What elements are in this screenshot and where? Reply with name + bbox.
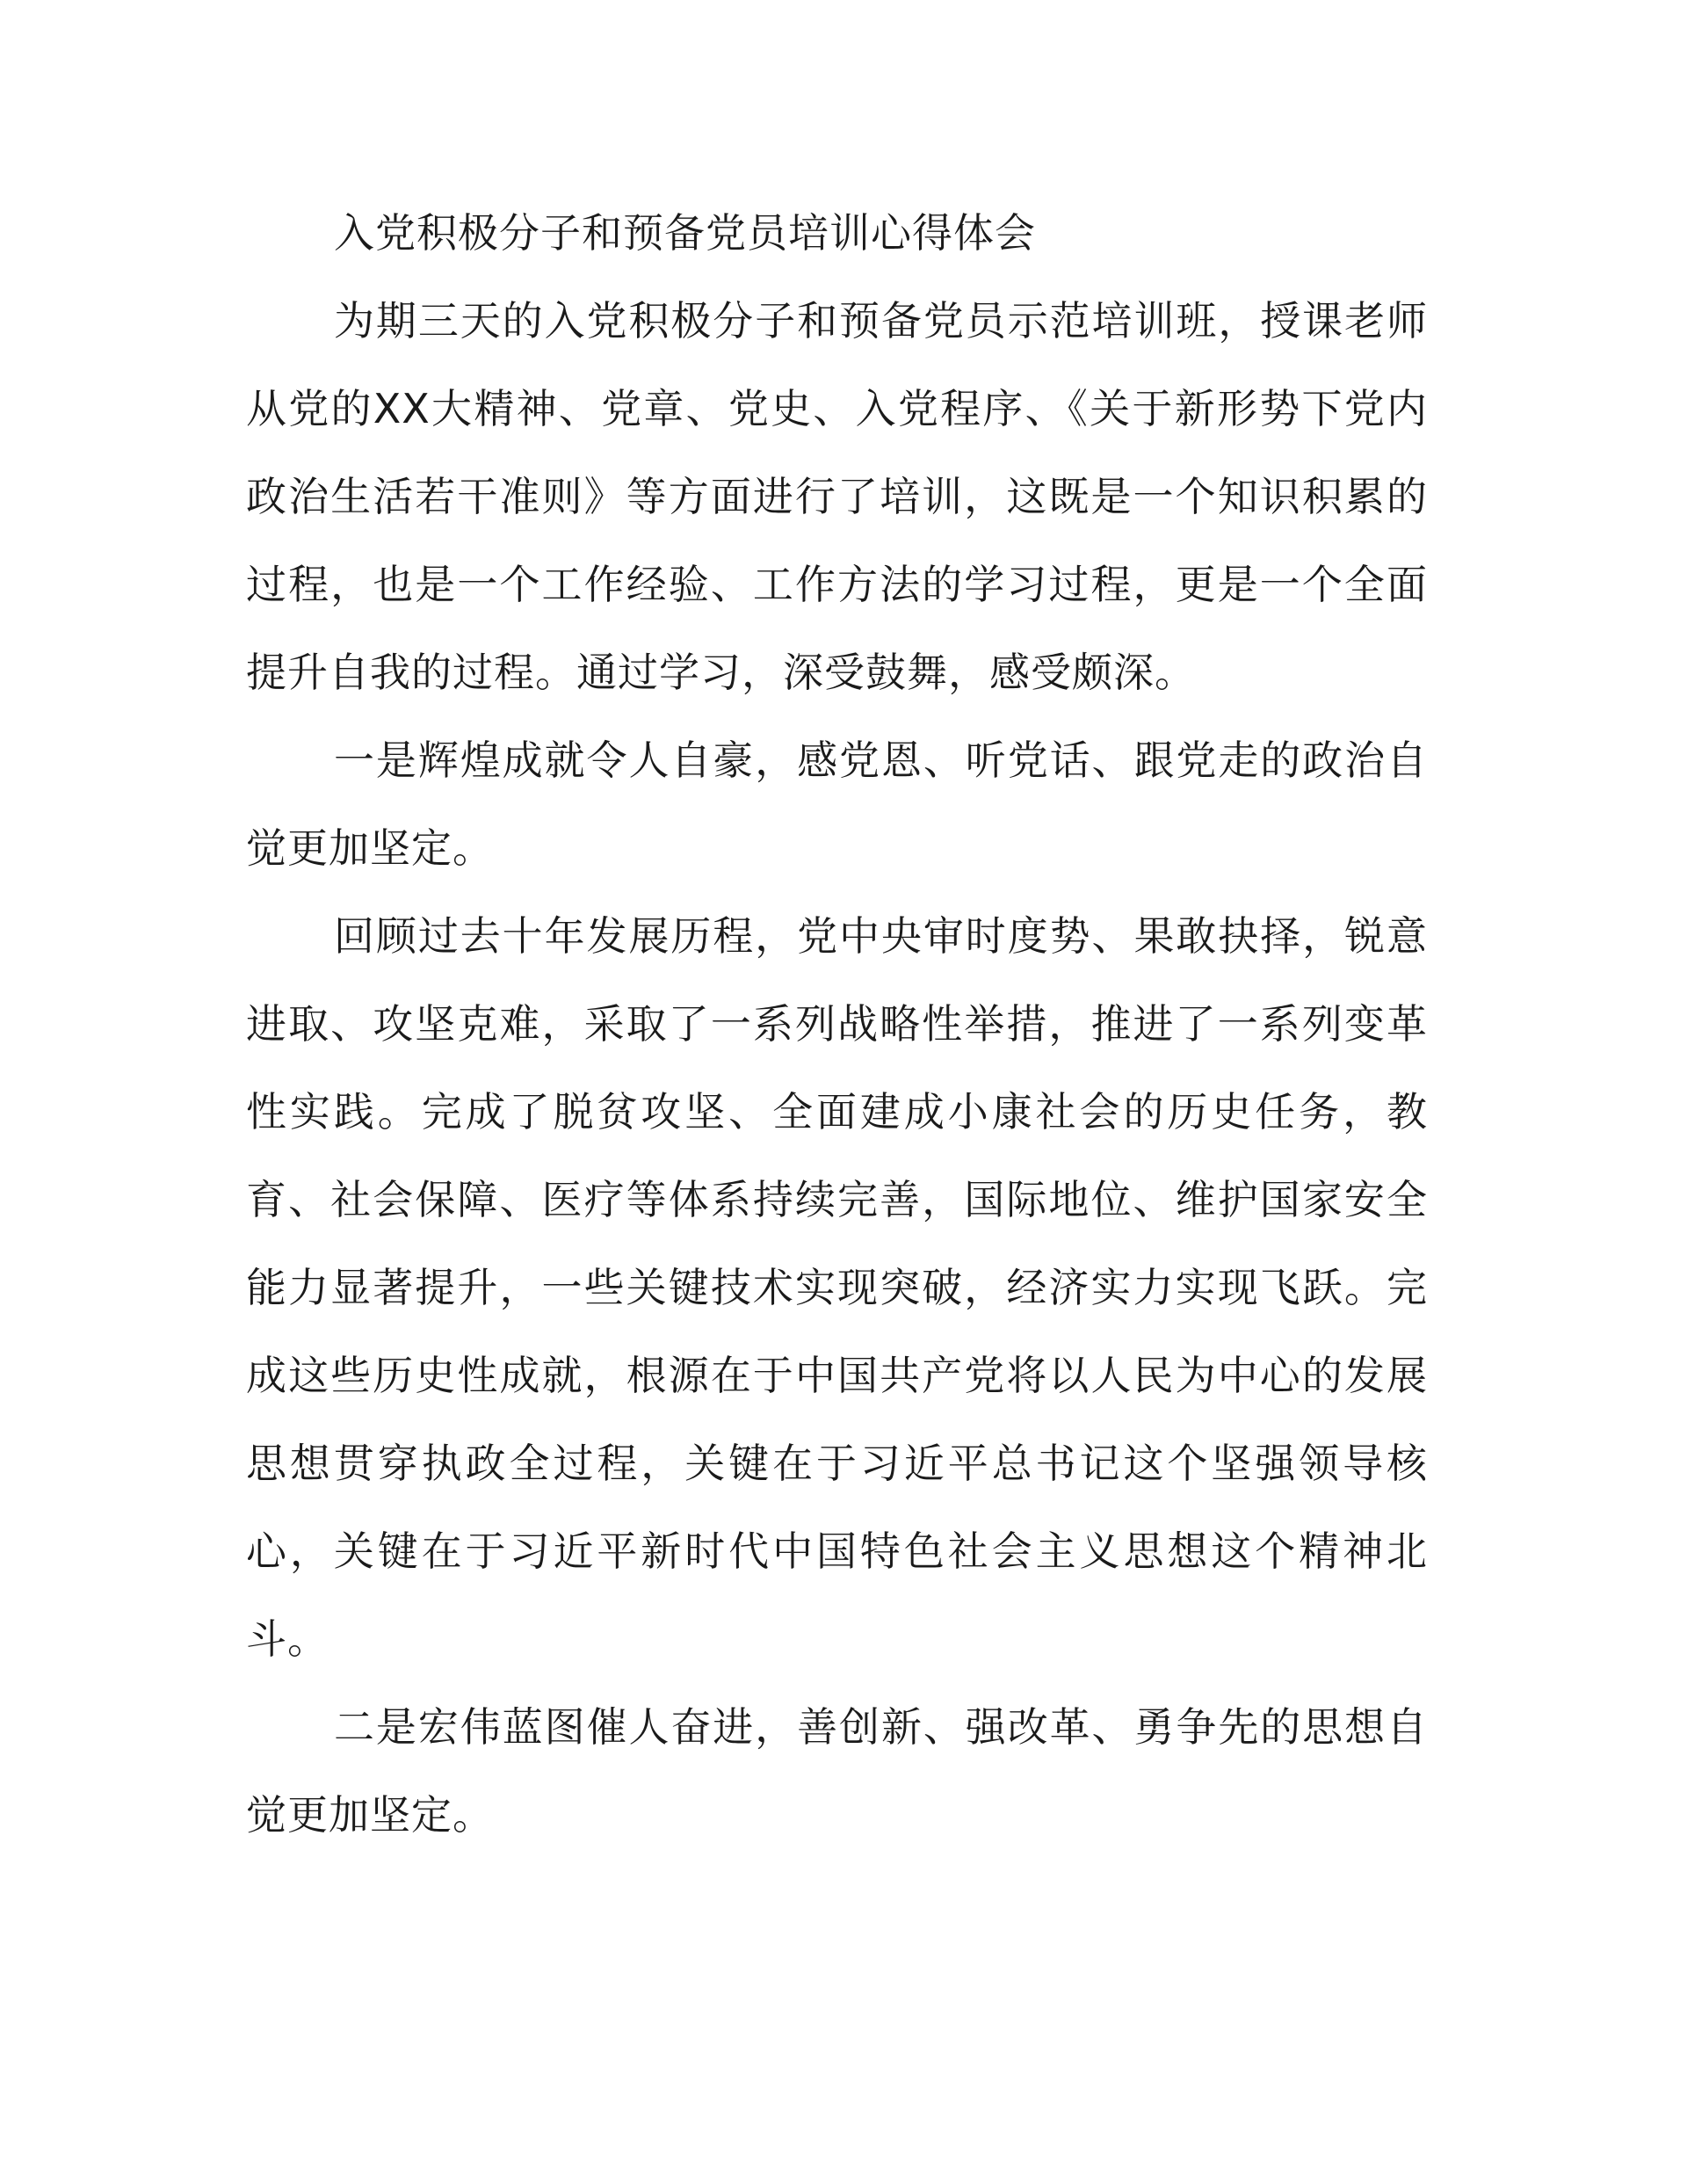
document-body (246, 189, 1428, 1859)
paragraph-intro: 为期三天的入党积极分子和预备党员示范培训班，授课老师从党的XX大精神、党章、党史、入党程序、《关于新形势下党内政治生活若干准则》等方面进行了培训，这既是一个知识积累的过程，也是一个工作经验、工作方法的学习过程，更是一个全面提升自我的过程。通过学习，深受鼓舞，感受颇深。 (246, 297, 1428, 696)
document-title: 入党积极分子和预备党员培训心得体会 (334, 209, 1036, 257)
paragraph-review: 回顾过去十年发展历程，党中央审时度势、果敢抉择，锐意进取、攻坚克难，采取了一系列战略性举措，推进了一系列变革性实践。完成了脱贫攻坚、全面建成小康社会的历史任务，教育、社会保障、医疗等体系持续完善，国际地位、维护国家安全能力显著提升，一些关键技术实现突破，经济实力实现飞跃。完成这些历史性成就，根源在于中国共产党将以人民为中心的发展思想贯穿执政全过程，关键在于习近平总书记这个坚强领导核心，关键在于习近平新时代中国特色社会主义思想这个精神北斗。 (246, 912, 1428, 1663)
paragraph-point-two: 二是宏伟蓝图催人奋进，善创新、强改革、勇争先的思想自觉更加坚定。 (246, 1703, 1428, 1839)
paragraph-point-one: 一是辉煌成就令人自豪，感党恩、听党话、跟党走的政治自觉更加坚定。 (246, 736, 1428, 872)
